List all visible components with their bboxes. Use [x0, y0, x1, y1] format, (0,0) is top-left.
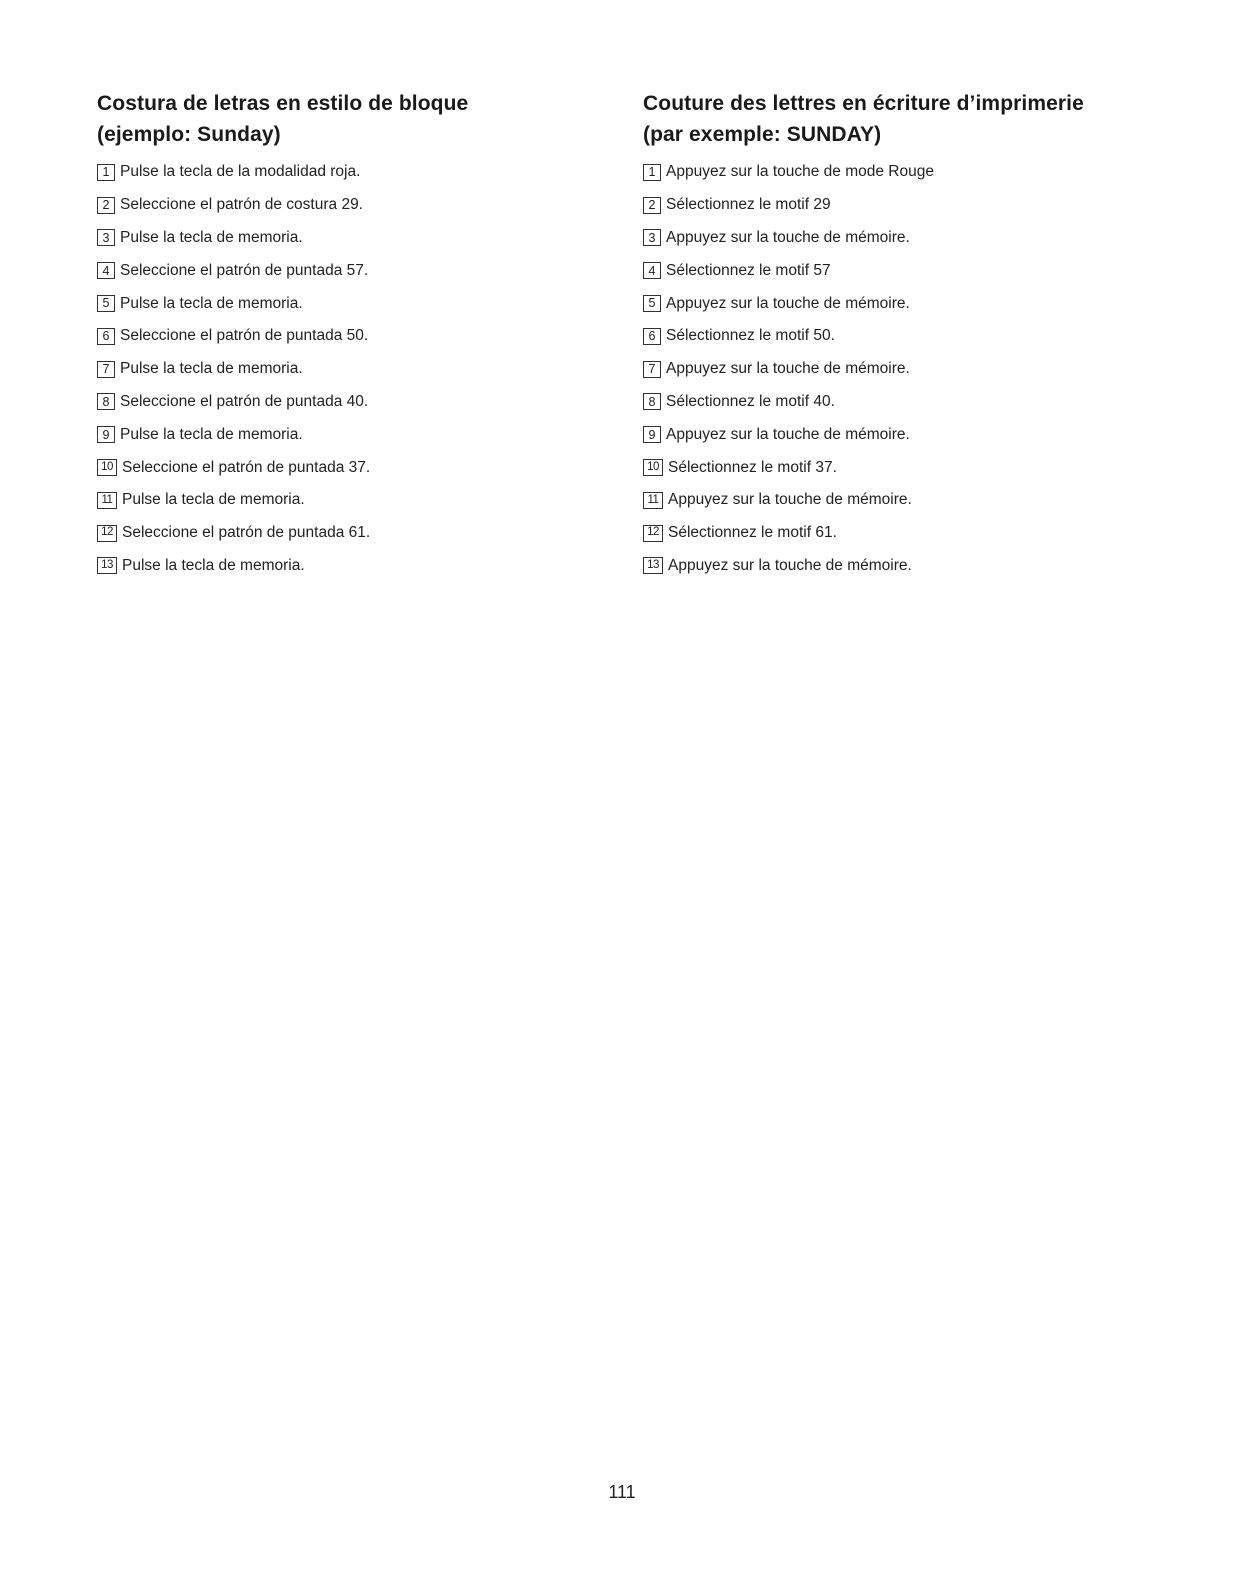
- step-text: Seleccione el patrón de puntada 50.: [120, 327, 369, 345]
- spanish-step: [97, 451, 597, 484]
- french-step: [643, 484, 1203, 517]
- step-number-box: 9: [97, 426, 115, 443]
- step-number-box: 1: [643, 164, 661, 181]
- step-text: Appuyez sur la touche de mémoire.: [666, 228, 910, 246]
- step-number-box: 3: [97, 229, 115, 246]
- french-step: [643, 222, 1203, 255]
- french-heading-line2: (par exemple: SUNDAY): [643, 123, 882, 146]
- step-number-box: 10: [643, 459, 663, 476]
- step-number-box: 13: [643, 557, 663, 574]
- french-step: [643, 189, 1203, 222]
- step-text: Pulse la tecla de memoria.: [120, 360, 303, 378]
- step-number-box: 4: [643, 262, 661, 279]
- french-step: [643, 156, 1203, 189]
- step-number-box: 12: [643, 525, 663, 542]
- step-text: Sélectionnez le motif 40.: [666, 392, 835, 410]
- step-text: Sélectionnez le motif 61.: [668, 524, 837, 542]
- french-heading: [643, 88, 1203, 150]
- french-step: [643, 418, 1203, 451]
- step-text: Pulse la tecla de memoria.: [120, 425, 303, 443]
- spanish-step: [97, 353, 597, 386]
- step-text: Appuyez sur la touche de mémoire.: [668, 556, 912, 574]
- step-text: Pulse la tecla de memoria.: [122, 556, 305, 574]
- spanish-steps-list: [97, 156, 597, 582]
- step-text: Seleccione el patrón de puntada 37.: [122, 458, 371, 476]
- step-text: Pulse la tecla de memoria.: [120, 228, 303, 246]
- spanish-step: [97, 386, 597, 419]
- french-steps-list: [643, 156, 1203, 582]
- spanish-step: [97, 550, 597, 583]
- step-number-box: 2: [643, 197, 661, 214]
- spanish-step: [97, 156, 597, 189]
- spanish-heading: [97, 88, 597, 150]
- spanish-section: [97, 88, 597, 582]
- spanish-heading-line2: (ejemplo: Sunday): [97, 123, 281, 146]
- step-text: Appuyez sur la touche de mémoire.: [666, 360, 910, 378]
- step-number-box: 11: [97, 492, 117, 509]
- step-text: Sélectionnez le motif 37.: [668, 458, 837, 476]
- step-number-box: 13: [97, 557, 117, 574]
- step-number-box: 4: [97, 262, 115, 279]
- french-step: [643, 386, 1203, 419]
- step-text: Seleccione el patrón de costura 29.: [120, 196, 363, 214]
- step-number-box: 2: [97, 197, 115, 214]
- step-number-box: 5: [643, 295, 661, 312]
- french-section: [643, 88, 1203, 582]
- step-text: Sélectionnez le motif 29: [666, 196, 831, 214]
- french-heading-line1: Couture des lettres en écriture d’imprimerie: [643, 92, 1084, 115]
- french-step: [643, 353, 1203, 386]
- french-step: [643, 287, 1203, 320]
- french-step: [643, 550, 1203, 583]
- french-step: [643, 320, 1203, 353]
- step-text: Seleccione el patrón de puntada 40.: [120, 392, 369, 410]
- step-number-box: 11: [643, 492, 663, 509]
- step-text: Sélectionnez le motif 50.: [666, 327, 835, 345]
- step-number-box: 8: [643, 393, 661, 410]
- step-text: Appuyez sur la touche de mode Rouge: [666, 163, 934, 181]
- spanish-step: [97, 287, 597, 320]
- spanish-step: [97, 418, 597, 451]
- step-number-box: 3: [643, 229, 661, 246]
- step-number-box: 5: [97, 295, 115, 312]
- french-step: [643, 451, 1203, 484]
- step-number-box: 6: [643, 328, 661, 345]
- spanish-step: [97, 517, 597, 550]
- step-number-box: 10: [97, 459, 117, 476]
- spanish-step: [97, 484, 597, 517]
- french-step: [643, 517, 1203, 550]
- step-text: Pulse la tecla de memoria.: [120, 294, 303, 312]
- spanish-step: [97, 254, 597, 287]
- step-text: Pulse la tecla de memoria.: [122, 491, 305, 509]
- spanish-step: [97, 189, 597, 222]
- step-number-box: 6: [97, 328, 115, 345]
- step-number-box: 1: [97, 164, 115, 181]
- step-text: Appuyez sur la touche de mémoire.: [668, 491, 912, 509]
- step-text: Appuyez sur la touche de mémoire.: [666, 294, 910, 312]
- step-text: Seleccione el patrón de puntada 61.: [122, 524, 371, 542]
- spanish-heading-line1: Costura de letras en estilo de bloque: [97, 92, 469, 115]
- step-number-box: 9: [643, 426, 661, 443]
- step-text: Sélectionnez le motif 57: [666, 261, 831, 279]
- page-number: 111: [608, 1482, 636, 1502]
- spanish-step: [97, 222, 597, 255]
- spanish-step: [97, 320, 597, 353]
- step-text: Pulse la tecla de la modalidad roja.: [120, 163, 361, 181]
- step-text: Appuyez sur la touche de mémoire.: [666, 425, 910, 443]
- french-step: [643, 254, 1203, 287]
- step-number-box: 7: [643, 361, 661, 378]
- step-text: Seleccione el patrón de puntada 57.: [120, 261, 369, 279]
- step-number-box: 12: [97, 525, 117, 542]
- step-number-box: 7: [97, 361, 115, 378]
- step-number-box: 8: [97, 393, 115, 410]
